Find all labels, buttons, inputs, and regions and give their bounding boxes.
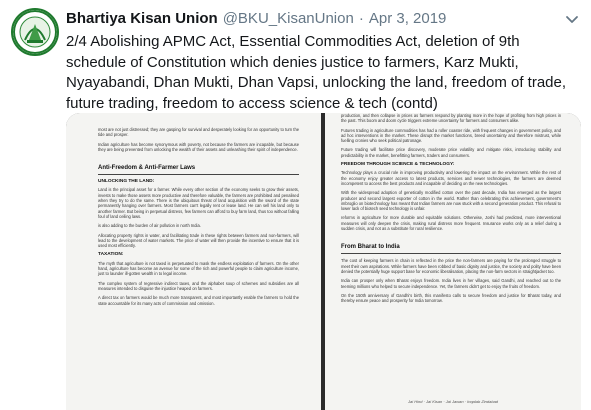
document-page-left — [66, 113, 321, 410]
paragraph: Technology plays a crucial role in improving productivity and lowering the impact on the environment. While the rest of the economy enjoy greater access to latest products, services and newer technologies, the farmers are deemed incompetent to access the best products and incapable of deciding on the new technologies. — [341, 170, 561, 186]
subsection-title: FREEDOM THROUGH SCIENCE & TECHNOLOGY: — [341, 162, 455, 168]
paragraph: The cost of keeping farmers in chain is reflected in the price the non-farmers are paying for the prolonged struggle to meet their own aspirations. While farmers have been robbed of basic dignity and justice, the society and polity have been denied the potentially huge support base for economic liberalisation, placing the non-farm sectors in straightjacket too. — [341, 258, 561, 274]
paragraph: production, and then collapse in prices as farmers respond by planting more in the hope of profiting from high prices in the past. This boom and doom cycle triggers extreme uncertainty for farmers and consumers alike. — [341, 113, 561, 124]
paragraph: India can prosper only when Bharat enjoys freedom. India lives in her villages, said Gandhi, and reached out to the teeming millions who helped to secure independence. Yet, the farmers didn't get to enjoy the fruits of freedom. — [341, 278, 561, 289]
paragraph: A direct tax on farmers would be much more transparent, and most importantly enable the farmers to hold the state accountable for its many acts of commission and omission. — [98, 295, 299, 306]
paragraph: Future trading will facilitate price discovery, moderate price volatility and mitigate risks, introducing stability and predictability in the market, benefitting farmers, traders and consumers. — [341, 147, 561, 158]
paragraph: Allocating property rights in water, and facilitating trade in these rights between farmers and non-farmers, will lead to the development of water markets. The price of water will then provide the incentive to ensure that it is used most efficiently. — [98, 232, 299, 249]
paragraph: Futures trading in agriculture commodities has had a roller coaster ride, with frequent changes in government policy, and ad hoc interventions in the market. These disrupt the market functions, breed uncertainty and therefore mistrust, while fuelling cronies who seek political patronage. — [341, 127, 561, 144]
tweet-media-image[interactable] — [66, 113, 581, 410]
paragraph: On the 150th anniversary of Gandhi's birth, this manifesto calls to secure freedom and justice for Bharat today, and thereby ensure peace and prosperity for India tomorrow. — [341, 292, 561, 304]
author-name[interactable]: Bhartiya Kisan Union — [66, 10, 218, 27]
paragraph: Indian agriculture has become synonymous with poverty, not because the farmers are incapable, but because they are being prevented from unlocking the wealth of their assets and unleashing their spirit of independence. — [98, 141, 299, 152]
chevron-down-icon[interactable] — [563, 10, 581, 28]
tweet-date[interactable]: Apr 3, 2019 — [368, 10, 447, 27]
document-page-right — [325, 113, 581, 410]
bku-logo-icon — [13, 10, 57, 54]
tweet-header — [66, 10, 561, 30]
paragraph: is also adding to the burden of air pollution in north India. — [98, 223, 201, 229]
paragraph: The complex system of regressive indirect taxes, and the alphabet soup of schemes and subsidies are all measures intended to disguise the injustice heaped on farmers. — [98, 280, 299, 291]
section-divider — [341, 253, 561, 254]
subsection-title: UNLOCKING THE LAND: — [98, 179, 155, 185]
section-divider — [98, 174, 299, 175]
paragraph: With the widespread adoption of genetically modified cotton over the past decade, India has emerged as the largest producer and second largest exporter of cotton in the world. Rather than celebrating this achievement, government's imbroglio on biotechnology has meant that Indian farmers are now stuck with a second generation product. This refusal to lower lack of biotech seed technology is unfair. — [341, 190, 561, 212]
paragraph: Land is the principal asset for a farmer. While every other section of the economy seeks to grow their assets, invests to make those assets more productive and therefore valuable, the farmers are prohibited and penalised when they try to do the same. There is the ubiquitous threat of land acquisition with the sword of the state permanently hanging over farmers. Most farmers can't legally rent or lease land. He can sell his land only to another farmer. But being in perpetual distress, few farmers can afford to buy farm land, thus too without falling foul of land ceiling laws. — [98, 187, 299, 219]
section-title: Anti-Freedom & Anti-Farmer Laws — [98, 165, 196, 172]
author-handle[interactable]: @BKU_KisanUnion — [222, 10, 354, 27]
subsection-title: TAXATION: — [98, 252, 124, 258]
tweet-text: 2/4 Abolishing APMC Act, Essential Commodities Act, deletion of 9th schedule of Constitution which denies justice to farmers, Karz Mukti, Nyayabandi, Dhan Mukti, Dhan Vapsi, unlocking the land, freedom of trade, future trading, freedom to access science & tech (contd) — [66, 33, 567, 112]
avatar[interactable] — [11, 8, 59, 56]
header-separator: · — [358, 10, 364, 27]
section-title: From Bharat to India — [341, 244, 400, 251]
paragraph: most are not just distressed; they are gasping for survival and desperately looking for an opportunity to turn the tide and prosper. — [98, 127, 299, 138]
paragraph: reforms in agriculture for more durable and equitable solutions. Otherwise, Joshi had predicted, more interventional measures will only deepen the crisis, making rural distress more frequent. Insurance works only as a relief during a sudden crisis, and not as a substitute for rural resilience. — [341, 215, 561, 232]
paragraph: The myth that agriculture is not taxed is perpetuated to mask the endless exploitation of farmers. On the other hand, agriculture has become an avenue for some of the rich and powerful people to claim agriculture income, just to launder ill-gotten wealth in to legal income. — [98, 260, 299, 277]
page-footer: Jai Hind · Jai Kisan · Jai Jawan · Inqalab Zindabad — [407, 398, 499, 404]
